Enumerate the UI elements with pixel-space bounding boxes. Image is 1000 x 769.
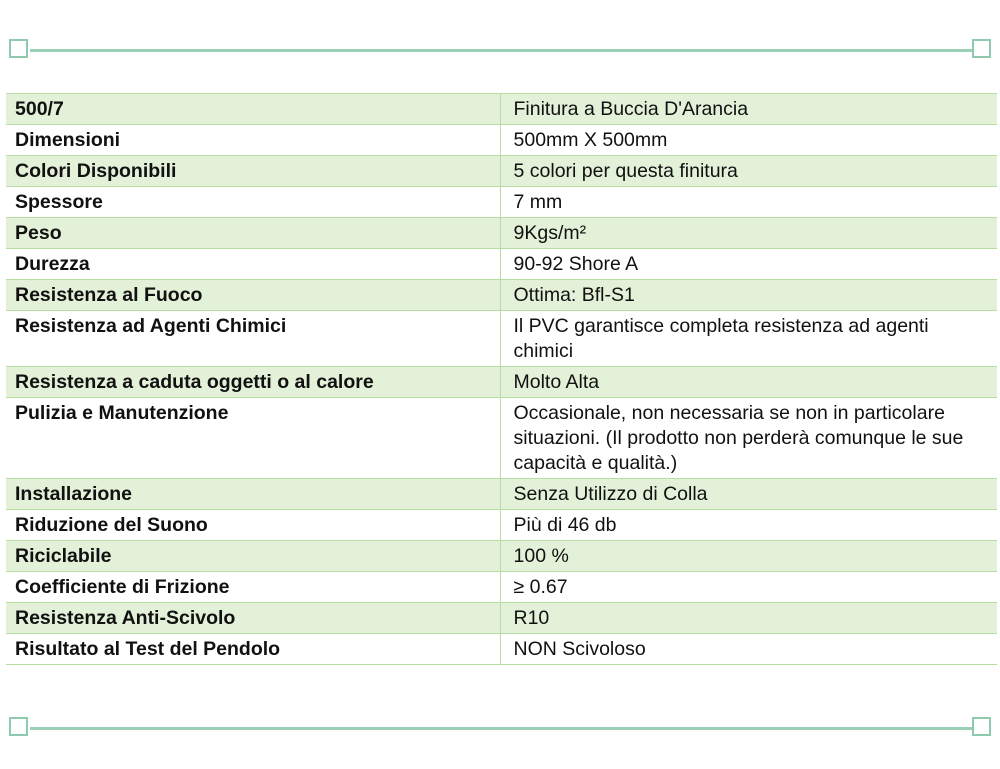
table-row <box>6 94 997 125</box>
table-row <box>6 156 997 187</box>
value-cell: R10 <box>500 603 997 634</box>
property-cell: Pulizia e Manutenzione <box>6 398 500 479</box>
divider-square-right <box>972 717 991 736</box>
value-cell: 100 % <box>500 541 997 572</box>
table-row <box>6 541 997 572</box>
value-cell: ≥ 0.67 <box>500 572 997 603</box>
table-row <box>6 634 997 665</box>
property-cell: Dimensioni <box>6 125 500 156</box>
table-row <box>6 510 997 541</box>
value-cell: 5 colori per questa finitura <box>500 156 997 187</box>
value-cell: 90-92 Shore A <box>500 249 997 280</box>
value-cell: Finitura a Buccia D'Arancia <box>500 94 997 125</box>
property-cell: Resistenza Anti-Scivolo <box>6 603 500 634</box>
property-cell: 500/7 <box>6 94 500 125</box>
bottom-divider <box>0 717 1000 741</box>
table-row <box>6 218 997 249</box>
divider-line <box>30 727 972 730</box>
table-row <box>6 249 997 280</box>
divider-square-left <box>9 717 28 736</box>
value-cell: NON Scivoloso <box>500 634 997 665</box>
table-row <box>6 125 997 156</box>
value-cell: Occasionale, non necessaria se non in particolare situazioni. (Il prodotto non perderà comunque le sue capacità e qualità.) <box>500 398 997 479</box>
property-cell: Resistenza ad Agenti Chimici <box>6 311 500 367</box>
table-row <box>6 280 997 311</box>
property-cell: Spessore <box>6 187 500 218</box>
top-divider <box>0 39 1000 63</box>
spec-table <box>6 93 997 665</box>
property-cell: Installazione <box>6 479 500 510</box>
property-cell: Risultato al Test del Pendolo <box>6 634 500 665</box>
table-row <box>6 187 997 218</box>
divider-square-right <box>972 39 991 58</box>
property-cell: Resistenza al Fuoco <box>6 280 500 311</box>
property-cell: Colori Disponibili <box>6 156 500 187</box>
property-cell: Riduzione del Suono <box>6 510 500 541</box>
table-row <box>6 603 997 634</box>
property-cell: Resistenza a caduta oggetti o al calore <box>6 367 500 398</box>
property-cell: Riciclabile <box>6 541 500 572</box>
value-cell: Più di 46 db <box>500 510 997 541</box>
property-cell: Peso <box>6 218 500 249</box>
table-row <box>6 367 997 398</box>
spec-table-body <box>6 94 997 665</box>
value-cell: 9Kgs/m² <box>500 218 997 249</box>
table-row <box>6 311 997 367</box>
divider-line <box>30 49 972 52</box>
value-cell: Ottima: Bfl-S1 <box>500 280 997 311</box>
value-cell: Molto Alta <box>500 367 997 398</box>
table-row <box>6 572 997 603</box>
property-cell: Coefficiente di Frizione <box>6 572 500 603</box>
table-row <box>6 479 997 510</box>
value-cell: Il PVC garantisce completa resistenza ad agenti chimici <box>500 311 997 367</box>
property-cell: Durezza <box>6 249 500 280</box>
value-cell: 500mm X 500mm <box>500 125 997 156</box>
value-cell: 7 mm <box>500 187 997 218</box>
divider-square-left <box>9 39 28 58</box>
table-row <box>6 398 997 479</box>
value-cell: Senza Utilizzo di Colla <box>500 479 997 510</box>
